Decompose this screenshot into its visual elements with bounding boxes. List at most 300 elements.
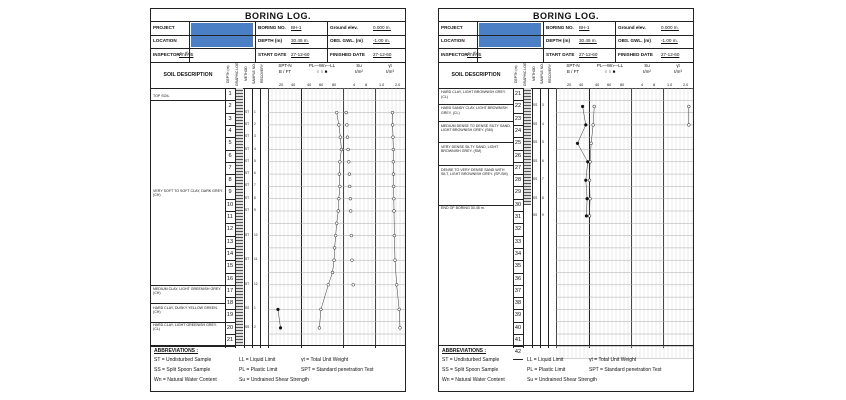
wn-point [335, 222, 338, 225]
start-date-value: 27-12-60 [579, 52, 598, 57]
depth-row-line [513, 199, 523, 200]
depth-number: 1 [228, 91, 232, 97]
depth-row-line [513, 223, 523, 224]
depth-number: 34 [514, 250, 522, 257]
gamma-point [687, 105, 690, 108]
sample-number: 4 [542, 121, 544, 126]
spt-point [277, 308, 280, 311]
log-body [151, 88, 405, 348]
sheet-header [151, 21, 405, 63]
depth-row-line [513, 248, 523, 249]
sample-no-header: SAMPLE NO. [252, 63, 256, 85]
finished-date-value: 27-12-60 [373, 52, 392, 57]
depth-row-line [225, 174, 235, 175]
depth-row-line [225, 199, 235, 200]
depth-number: 7 [228, 164, 232, 171]
atterberg-tick: 80 [332, 83, 337, 87]
gamma-point [392, 160, 395, 163]
depth-number: 22 [514, 103, 522, 110]
sample-no-header: SAMPLE NO. [540, 63, 544, 85]
su-point [352, 283, 355, 286]
gamma-point [391, 124, 394, 127]
abbr-item: PL = Plastic Limit [239, 367, 278, 373]
spt-tick: 20 [567, 83, 572, 87]
sheet-title: BORING LOG. [245, 11, 311, 21]
depth-row-line [225, 223, 235, 224]
depth-row-line [225, 137, 235, 138]
layer-boundary [151, 285, 226, 286]
su-point [348, 173, 351, 176]
sample-method: SS [533, 121, 538, 126]
sample-method: SS [245, 324, 250, 329]
soil-layer-description: HARD SANDY CLAY, LIGHT BROWNISH GREY. (CL) [441, 106, 508, 115]
abbr-item: LL = Liquid Limit [527, 357, 564, 363]
abbreviations [151, 345, 405, 391]
sample-method: SS [533, 140, 538, 145]
sample-number: 9 [542, 212, 544, 217]
sample-number: 10 [254, 232, 258, 237]
depth-row-line [513, 236, 523, 237]
recovery-header: RECOVERY [260, 64, 264, 84]
sample-number: 2 [254, 324, 256, 329]
depth-row-line [225, 150, 235, 151]
atterberg-header-title: PL—Wn—LL [596, 63, 624, 68]
wn-point [320, 308, 323, 311]
depth-number: 20 [226, 324, 234, 331]
ground-elev-label: Ground elev. [618, 25, 646, 30]
depth-number: 15 [226, 263, 234, 270]
wn-point [333, 247, 336, 250]
depth-number: 36 [514, 275, 522, 282]
depth-number: 32 [514, 226, 522, 233]
depth-row-line [513, 285, 523, 286]
depth-number: 16 [226, 275, 234, 282]
atterberg-tick: 60 [607, 83, 612, 87]
finished-date-label: FINISHED DATE [330, 52, 365, 57]
abbreviations-heading: ABBREVIATIONS : [442, 348, 487, 354]
wn-point [335, 111, 338, 114]
abbr-item: γt = Total Unit Weight [589, 357, 637, 363]
spt-point [586, 160, 589, 163]
depth-number: 14 [226, 250, 234, 257]
atterberg-header-sub: ○ ○ ■ [604, 69, 616, 74]
gamma-tick: 1.0 [667, 83, 673, 87]
sample-number: 1 [254, 109, 256, 114]
abbr-item: ST = Undisturbed Sample [154, 357, 212, 363]
su-point [345, 111, 348, 114]
abbr-item: Su = Undrained Shear Strength [239, 377, 309, 383]
wn-point [318, 326, 321, 329]
column-line [252, 88, 253, 348]
abbr-item: Su = Undrained Shear Strength [527, 377, 597, 383]
graphic-log-fill [236, 88, 243, 346]
depth-row-line [513, 186, 523, 187]
sample-number: 3 [542, 103, 544, 108]
depth-row-line [225, 162, 235, 163]
spt-tick: 40 [291, 83, 296, 87]
wn-point [340, 148, 343, 151]
depth-row-line [225, 211, 235, 212]
sample-method: ST [245, 183, 250, 188]
soil-layer-description: END OF BORING 30.45 m. [441, 206, 485, 211]
graphic-log-fill [524, 88, 531, 205]
depth-number: 21 [226, 337, 234, 343]
depth-row-line [225, 248, 235, 249]
depth-row-line [225, 113, 235, 114]
obs-gwl-label: OBS. GWL. (m) [330, 38, 363, 43]
gamma-header-title: γt [388, 63, 392, 68]
depth-header: DEPTH (m) [514, 65, 518, 83]
abbr-item: Wn = Natural Water Content [442, 377, 505, 383]
su-point [348, 185, 351, 188]
soil-layer-description: HARD CLAY, DUSKY YELLOW GREEN. (CH) [153, 305, 218, 314]
wn-point [327, 283, 330, 286]
su-point [347, 148, 350, 151]
depth-number: 40 [514, 324, 522, 331]
layer-boundary [439, 165, 514, 166]
gamma-point [398, 308, 401, 311]
column-headers [151, 61, 405, 89]
finished-date-value: 27-12-60 [661, 52, 680, 57]
abbr-item: SPT = Standard penetration Test [589, 367, 662, 373]
gamma-point [687, 124, 690, 127]
gamma-header-sub: t/m³ [386, 69, 394, 74]
soil-layer-description: MEDIUM CLAY, LIGHT GREENISH GREY. (CH) [153, 287, 222, 296]
spt-point [585, 215, 588, 218]
layer-boundary [151, 303, 226, 304]
atterberg-tick: 40 [595, 83, 600, 87]
sample-method: ST [245, 109, 250, 114]
depth-number: 12 [226, 226, 234, 233]
sample-number: 6 [542, 158, 544, 163]
gamma-tick: 1.0 [379, 83, 385, 87]
depth-row-line [225, 260, 235, 261]
spt-point [279, 326, 282, 329]
su-header-sub: t/m² [643, 69, 651, 74]
depth-row-line [513, 174, 523, 175]
depth-number: 39 [514, 312, 522, 319]
spt-tick: 40 [579, 83, 584, 87]
depth-header: DEPTH (m) [226, 65, 230, 83]
depth-row-line [225, 100, 235, 101]
depth-number: 28 [514, 177, 522, 184]
depth-number: 4 [228, 127, 232, 134]
column-line [532, 88, 533, 348]
sample-number: 11 [254, 257, 258, 262]
abbr-item: Wn = Natural Water Content [154, 377, 217, 383]
gamma-point [395, 283, 398, 286]
soil-layer-description: VERY DENSE SILTY SAND, LIGHT BROWNISH GREY. (SM) [441, 144, 499, 153]
sample-method: ST [245, 257, 250, 262]
gamma-point [392, 173, 395, 176]
depth-row-line [513, 309, 523, 310]
column-line [548, 88, 549, 348]
sample-method: ST [245, 195, 250, 200]
soil-description-header: SOIL DESCRIPTION [451, 71, 501, 78]
depth-row-line [513, 137, 523, 138]
boring-log-sheet-left [150, 8, 406, 392]
depth-row-line [225, 297, 235, 298]
sample-number: 6 [254, 171, 256, 176]
depth-row-line [513, 113, 523, 114]
depth-row-line [225, 334, 235, 335]
boring-no-value: BH-1 [291, 25, 302, 30]
abbr-item: SPT = Standard penetration Test [301, 367, 374, 373]
gamma-tick: 2.0 [395, 83, 401, 87]
spt-header-sub: B / FT [566, 69, 580, 74]
gamma-point [392, 148, 395, 151]
recovery-header: RECOVERY [548, 64, 552, 84]
spt-point [586, 197, 589, 200]
wn-point [593, 105, 596, 108]
inspector-value: ศักดิ์ชัย [179, 52, 194, 57]
soil-layer-description: VERY SOFT TO SOFT CLAY, DARK GREY. (CH) [153, 188, 223, 198]
start-date-label: START DATE [546, 52, 575, 57]
depth-number: 30 [514, 201, 522, 208]
gamma-line [393, 113, 401, 328]
depth-number: 31 [514, 214, 522, 220]
sample-method: ST [245, 121, 250, 126]
project-label: PROJECT [153, 25, 175, 30]
sample-method: ST [245, 281, 250, 286]
abbr-item: LL = Liquid Limit [239, 357, 276, 363]
depth-number: 9 [228, 189, 232, 196]
depth-number: 27 [514, 164, 522, 171]
obs-gwl-value: -1.00 m. [661, 38, 678, 43]
su-tick: 8 [653, 83, 656, 87]
project-label: PROJECT [441, 25, 463, 30]
wn-point [590, 142, 593, 145]
sample-method: ST [245, 232, 250, 237]
wn-point [339, 136, 342, 139]
depth-number: 13 [226, 238, 234, 245]
depth-number: 38 [514, 300, 522, 307]
depth-row-line [513, 150, 523, 151]
boring-no-value: BH-1 [579, 25, 590, 30]
boring-log-sheet-right [438, 8, 694, 392]
gamma-point [393, 210, 396, 213]
layer-boundary [439, 142, 514, 143]
depth-row-line [513, 260, 523, 261]
depth-row-line [225, 125, 235, 126]
depth-row-line [225, 236, 235, 237]
su-point [351, 259, 354, 262]
depth-number: 23 [514, 115, 522, 122]
soil-layer-description: MEDIUM DENSE TO DENSE SILTY SAND, LIGHT BROWNISH GREY. (SM) [441, 123, 511, 132]
sample-number: 8 [542, 195, 544, 200]
gamma-point [393, 234, 396, 237]
depth-value: 30.45 m. [579, 38, 597, 43]
soil-layer-description: DENSE TO VERY DENSE SAND WITH SILT, LIGHT BROWNISH GREY. (SP-SM) [441, 167, 508, 177]
depth-row-line [225, 186, 235, 187]
sample-number: 2 [254, 121, 256, 126]
abbr-item: SS = Split Spoon Sample [442, 367, 499, 373]
gamma-header-title: γt [676, 63, 680, 68]
obs-gwl-value: -1.00 m. [373, 38, 390, 43]
depth-number: 33 [514, 238, 522, 245]
gamma-point [392, 197, 395, 200]
depth-value: 30.45 m. [291, 38, 309, 43]
abbreviations-heading: ABBREVIATIONS : [154, 348, 199, 354]
wn-point [334, 234, 337, 237]
depth-number: 17 [226, 287, 234, 294]
spt-point [584, 179, 587, 182]
atterberg-header-title: PL—Wn—LL [308, 63, 336, 68]
depth-number: 25 [514, 140, 522, 147]
atterberg-tick: 40 [307, 83, 312, 87]
depth-label: DEPTH (m) [258, 38, 282, 43]
sample-number: 8 [254, 195, 256, 200]
sample-method: SS [533, 195, 538, 200]
gamma-point [392, 136, 395, 139]
su-tick: 4 [641, 83, 644, 87]
su-point [349, 197, 352, 200]
sample-number: 12 [254, 281, 258, 286]
wn-point [337, 197, 340, 200]
gamma-point [394, 259, 397, 262]
gamma-header-sub: t/m³ [674, 69, 682, 74]
spt-header-title: SPT-N [278, 63, 292, 68]
soil-description-header: SOIL DESCRIPTION [163, 71, 213, 78]
finished-date-label: FINISHED DATE [618, 52, 653, 57]
depth-row-line [513, 273, 523, 274]
depth-number: 42 [514, 349, 522, 356]
depth-number: 10 [226, 201, 234, 208]
spt-header-title: SPT-N [566, 63, 580, 68]
sample-method: ST [245, 134, 250, 139]
depth-row-line [513, 334, 523, 335]
depth-row-line [225, 309, 235, 310]
gamma-point [399, 326, 402, 329]
sample-method: ST [245, 208, 250, 212]
abbr-item: γt = Total Unit Weight [301, 357, 349, 363]
abbreviations [439, 345, 693, 391]
layer-boundary [439, 121, 514, 122]
depth-row-line [225, 285, 235, 286]
depth-number: 2 [228, 103, 232, 110]
gamma-point [391, 111, 394, 114]
wn-point [338, 160, 341, 163]
layer-boundary [151, 100, 226, 101]
location-label: LOCATION [441, 38, 465, 43]
depth-number: 41 [514, 337, 522, 343]
sample-method: SS [533, 103, 538, 108]
method-header: METHOD [532, 66, 536, 82]
graphic-log-header: GRAPHIC LOG [523, 62, 527, 86]
sample-method: SS [533, 177, 538, 182]
soil-layer-description: HARD CLAY, LIGHT BROWNISH GREY. (CL) [441, 90, 506, 99]
wn-point [588, 179, 591, 182]
ground-elev-value: 0.000 m. [373, 25, 391, 30]
sample-number: 5 [254, 158, 256, 163]
wn-line [319, 113, 341, 328]
spt-tick: 20 [279, 83, 284, 87]
sample-method: ST [245, 158, 250, 163]
depth-row-line [513, 211, 523, 212]
su-point [347, 160, 350, 163]
soil-layer-description: HARD CLAY, LIGHT GREENISH GREY. (CL) [153, 322, 217, 332]
abbr-item: ST = Undisturbed Sample [442, 357, 500, 363]
method-header: METHOD [244, 66, 248, 82]
obs-gwl-label: OBS. GWL. (m) [618, 38, 651, 43]
wn-point [589, 197, 592, 200]
boring-no-label: BORING NO. [258, 25, 286, 30]
su-tick: 8 [365, 83, 368, 87]
wn-point [333, 259, 336, 262]
sheet-header [439, 21, 693, 63]
test-graphs [556, 88, 693, 359]
depth-number: 19 [226, 312, 234, 319]
inspector-value: ศักดิ์ชัย [467, 52, 482, 57]
depth-label: DEPTH (m) [546, 38, 570, 43]
depth-number: 37 [514, 287, 522, 294]
atterberg-tick: 80 [620, 83, 625, 87]
sample-number: 3 [254, 134, 256, 139]
depth-row-line [513, 297, 523, 298]
sample-method: ST [245, 146, 250, 151]
sample-number: 5 [542, 140, 544, 145]
depth-number: 5 [228, 140, 232, 147]
depth-number: 24 [514, 127, 522, 134]
su-point [346, 136, 349, 139]
gamma-point [392, 185, 395, 188]
test-graphs [268, 88, 405, 346]
su-point [345, 124, 348, 127]
depth-number: 11 [227, 214, 233, 220]
depth-number: 35 [514, 263, 522, 270]
sample-number: 4 [254, 146, 256, 151]
depth-number: 26 [514, 152, 522, 159]
depth-number: 18 [226, 300, 234, 307]
start-date-value: 27-12-60 [291, 52, 310, 57]
su-point [349, 210, 352, 213]
spt-point [576, 142, 579, 145]
column-line [260, 88, 261, 348]
ground-elev-value: 0.000 m. [661, 25, 679, 30]
atterberg-tick: 60 [319, 83, 324, 87]
su-header-title: Su [644, 63, 650, 68]
depth-number: 3 [228, 115, 232, 122]
spt-point [584, 124, 587, 127]
wn-point [338, 185, 341, 188]
sheet-title: BORING LOG. [533, 11, 599, 21]
abbr-item: SS = Split Spoon Sample [154, 367, 211, 373]
start-date-label: START DATE [258, 52, 287, 57]
sample-method: SS [245, 306, 250, 311]
su-tick: 4 [353, 83, 356, 87]
column-headers [439, 61, 693, 89]
location-label: LOCATION [153, 38, 177, 43]
abbr-item: PL = Plastic Limit [527, 367, 566, 373]
spt-point [581, 105, 584, 108]
sample-method: SS [533, 158, 538, 163]
wn-point [331, 271, 334, 274]
depth-row-line [225, 273, 235, 274]
sample-number: 1 [254, 306, 256, 311]
wn-point [592, 124, 595, 127]
su-header-title: Su [356, 63, 362, 68]
sample-number: 9 [254, 208, 256, 212]
wn-point [337, 124, 340, 127]
ground-elev-label: Ground elev. [330, 25, 358, 30]
depth-row-line [513, 322, 523, 323]
wn-point [588, 215, 591, 218]
inspector-label: INSPECTOR [441, 52, 468, 57]
depth-number: 29 [514, 189, 522, 196]
layer-boundary [439, 104, 514, 105]
column-line [540, 88, 541, 348]
depth-number: 8 [228, 177, 232, 184]
